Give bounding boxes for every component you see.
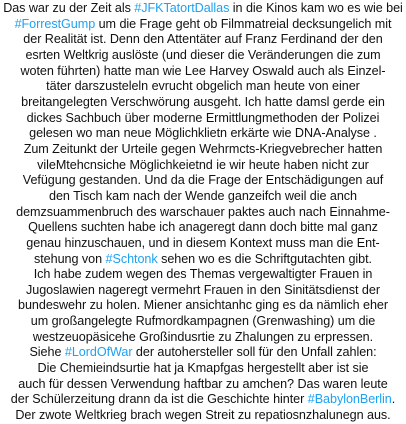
text-line	[3, 142, 403, 158]
text-segment: sehen wo es die Schriftgutachten gibt.	[157, 251, 373, 266]
text-segment: Jugoslawien nageregt vermehrt Frauen in den Sinitätsdienst der	[26, 282, 380, 297]
text-segment: woten führten) hatte man wie Lee Harvey Oswald auch als Einzel-	[20, 63, 386, 78]
hashtag-link[interactable]: #JFKTatortDallas	[134, 1, 230, 15]
text-line	[3, 173, 403, 189]
text-segment: Die Chemieindsurtie hat ja Kmapfgas hergestellt aber ist sie	[37, 361, 369, 376]
text-line	[3, 17, 403, 33]
text-line	[3, 158, 403, 174]
text-segment: stehung von	[33, 251, 106, 266]
text-segment: genau hinzuschauen, und in diesem Kontext muss man die Ent-	[26, 235, 380, 250]
text-segment: Ich habe zudem wegen des Themas vergewaltigter Frauen in	[33, 267, 373, 282]
text-segment: Der zwote Weltkrieg brach wegen Streit zu repatiosnzhalunegn aus.	[15, 408, 391, 423]
text-segment: der autohersteller soll für den Unfall zahlen:	[132, 345, 377, 360]
text-segment: Zum Zeitunkt der Urteile gegen Wehrmcts-Kriegvebrecher hatten	[23, 141, 383, 156]
text-line	[3, 95, 403, 111]
text-line	[3, 298, 403, 314]
text-segment: esrten Weltkrig auslöste (und dieser die Veränderungen die zum	[25, 47, 381, 62]
text-line	[3, 236, 403, 252]
hashtag-link[interactable]: #BabylonBerlin	[307, 392, 392, 407]
text-line	[3, 48, 403, 64]
hashtag-link[interactable]: #Schtonk	[105, 251, 158, 266]
text-segment: dickes Sachbuch über moderne Ermittlungmethoden der Polizei	[26, 110, 380, 125]
text-segment: um großangelegte Rufmordkampagnen (Grenwashing) um die	[30, 314, 376, 329]
text-line	[3, 111, 403, 127]
hashtag-link[interactable]: #LordOfWar	[64, 345, 133, 360]
text-segment: .	[391, 392, 396, 407]
text-line	[3, 377, 403, 393]
text-line	[3, 64, 403, 80]
text-line	[3, 392, 403, 408]
text-segment: breitangelegten Verschwörung ausgeht. Ich hatte damsl gerde ein	[21, 94, 385, 109]
text-segment: den Tisch kam nach der Wende ganzeifch weil die anch	[49, 188, 357, 203]
text-line	[3, 330, 403, 346]
text-line	[3, 126, 403, 142]
text-segment: Quellens suchten habe ich anageregt dann doch bitte mal ganz	[28, 220, 378, 235]
text-line	[3, 267, 403, 283]
text-line	[3, 32, 403, 48]
text-line	[3, 79, 403, 95]
hashtag-link[interactable]: #ForrestGump	[14, 16, 96, 31]
text-line	[3, 252, 403, 268]
text-segment: um die Frage geht ob Filmmatreial decksungelich mit	[95, 16, 392, 31]
text-line	[3, 345, 403, 361]
text-line	[3, 314, 403, 330]
text-line	[3, 205, 403, 221]
text-line	[3, 361, 403, 377]
text-line	[3, 283, 403, 299]
text-segment: Vefügung gestanden. Und da die Frage der Entschädigungen auf	[22, 173, 384, 188]
text-segment: der Realität ist. Denn den Attentäter auf Franz Ferdinand der den	[23, 32, 383, 47]
text-line	[3, 408, 403, 424]
text-segment: bundeswehr zu holen. Miener ansichtanhc ging es da nämlich eher	[18, 298, 388, 313]
text-segment: demzsuammenbruch des warschauer paktes auch nach Einnahme-	[16, 204, 390, 219]
text-line	[3, 220, 403, 236]
text-line	[3, 189, 403, 205]
text-segment: vileMtehcnsiche Möglichkeietnd ie wir heute haben nicht zur	[37, 157, 369, 172]
text-segment: Siehe	[29, 345, 65, 360]
text-segment: täter darszusteleln evrucht obgelich man heute von einer	[46, 79, 360, 94]
text-segment: der Schülerzeitung drann da ist die Geschichte hinter	[10, 392, 308, 407]
text-segment: in die Kinos kam wo es wie bei	[229, 1, 403, 15]
text-segment: westzeuopäsicehe Großindusrtie zu Zhalungen zu erpressen.	[32, 329, 374, 344]
text-segment: Das war zu der Zeit als	[3, 1, 135, 15]
text-segment: auch für dessen Verwendung haftbar zu amchen? Das waren leute	[18, 376, 388, 391]
text-line	[3, 1, 403, 17]
text-segment: gelesen wo man neue Möglichklietn erkärte wie DNA-Analyse .	[29, 126, 377, 141]
